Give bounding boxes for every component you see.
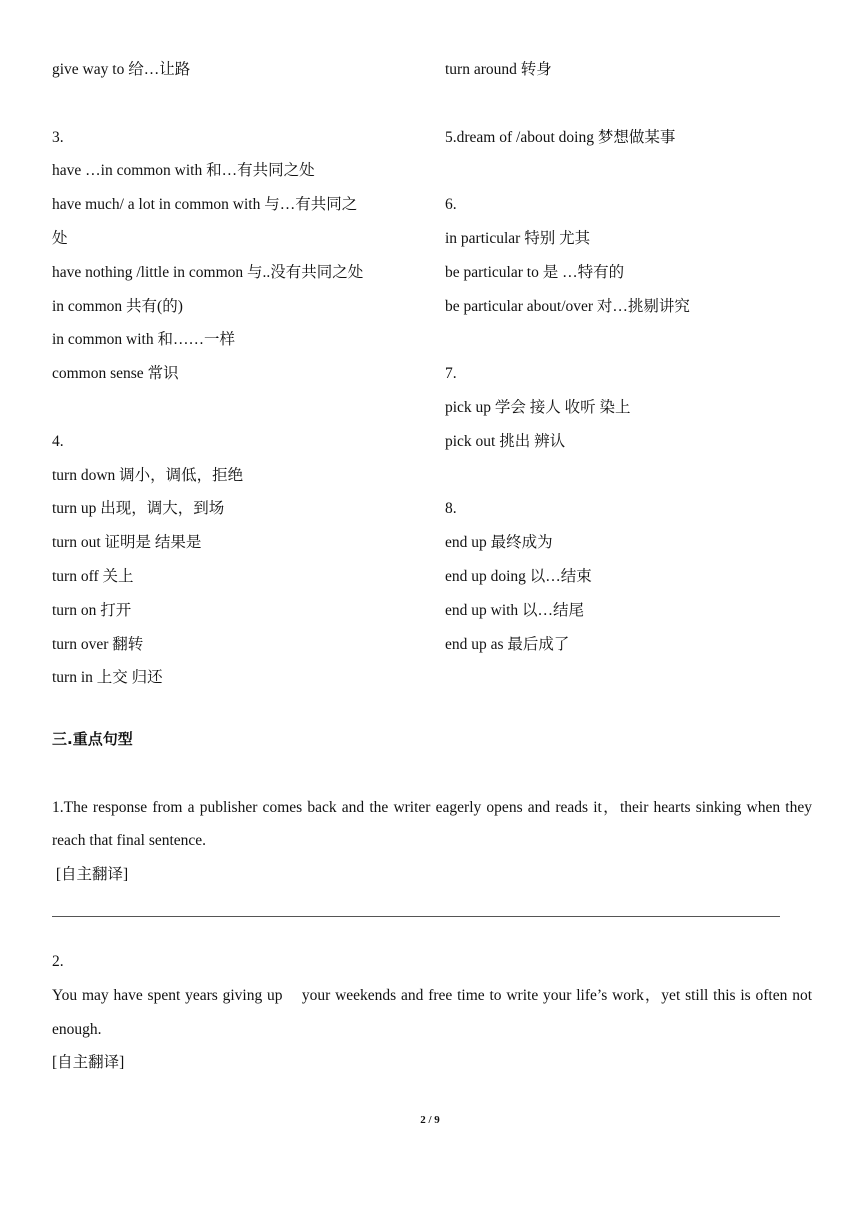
- item-number: 6.: [445, 196, 457, 214]
- left-column: [52, 53, 432, 695]
- phrase-line: in common 共有(的): [52, 297, 183, 315]
- phrase-line: pick out 挑出 辨认: [445, 432, 566, 450]
- sentence-1: 1.The response from a publisher comes back and the writer eagerly opens and reads it，their hearts sinking when they reach that final sentence.: [52, 798, 812, 850]
- phrase-line: end up with 以…结尾: [445, 601, 585, 619]
- spacer: [445, 154, 825, 188]
- spacer: [52, 87, 432, 121]
- phrase-line: give way to 给…让路: [52, 61, 191, 78]
- item-number: 2.: [52, 952, 64, 970]
- phrase-line: in common with 和……一样: [52, 331, 235, 349]
- item-number: 3.: [52, 128, 64, 146]
- phrase-line: turn off 关上: [52, 567, 134, 585]
- phrase-line: end up 最终成为: [445, 534, 553, 552]
- spacer: [52, 391, 432, 425]
- phrase-line: turn up 出现，调大，到场: [52, 500, 225, 518]
- phrase-line: pick up 学会 接人 收听 染上: [445, 398, 631, 416]
- item-number: 7.: [445, 365, 457, 383]
- phrase-line: turn around 转身: [445, 61, 552, 78]
- phrase-line: have nothing /little in common 与..没有共同之处: [52, 263, 364, 281]
- phrase-line: 5.dream of /about doing 梦想做某事: [445, 128, 676, 146]
- item-number: 4.: [52, 432, 64, 450]
- phrase-line: turn out 证明是 结果是: [52, 534, 202, 552]
- translation-label: [自主翻译]: [52, 1054, 125, 1072]
- spacer: [52, 757, 812, 791]
- page-number: 2 / 9: [420, 1114, 440, 1126]
- phrase-line: turn on 打开: [52, 601, 132, 619]
- phrase-line: end up as 最后成了: [445, 635, 570, 653]
- phrase-line: end up doing 以…结束: [445, 567, 592, 585]
- right-column: [445, 53, 825, 661]
- phrase-line: common sense 常识: [52, 365, 179, 383]
- translation-label: [自主翻译]: [52, 866, 129, 884]
- phrase-line-continuation: 处: [52, 229, 68, 247]
- phrase-line: turn down 调小，调低，拒绝: [52, 466, 244, 484]
- spacer: [445, 87, 825, 121]
- spacer: [445, 459, 825, 493]
- phrase-line: be particular to 是 …特有的: [445, 263, 625, 281]
- key-sentences-section: [52, 723, 816, 1080]
- item-number: 8.: [445, 500, 457, 518]
- phrase-line: be particular about/over 对…挑剔讲究: [445, 297, 690, 315]
- sentence-2: You may have spent years giving up your weekends and free time to write your life’s work，yet still this is often not enough.: [52, 986, 816, 1038]
- phrase-line: have much/ a lot in common with 与…有共同之: [52, 196, 358, 214]
- phrase-line: in particular 特别 尤其: [445, 229, 591, 247]
- section-heading: 三.重点句型: [52, 730, 133, 748]
- phrase-line: turn over 翻转: [52, 635, 144, 653]
- answer-line[interactable]: [52, 892, 780, 917]
- phrase-line: have …in common with 和…有共同之处: [52, 162, 315, 180]
- spacer: [445, 323, 825, 357]
- phrase-line: turn in 上交 归还: [52, 669, 163, 687]
